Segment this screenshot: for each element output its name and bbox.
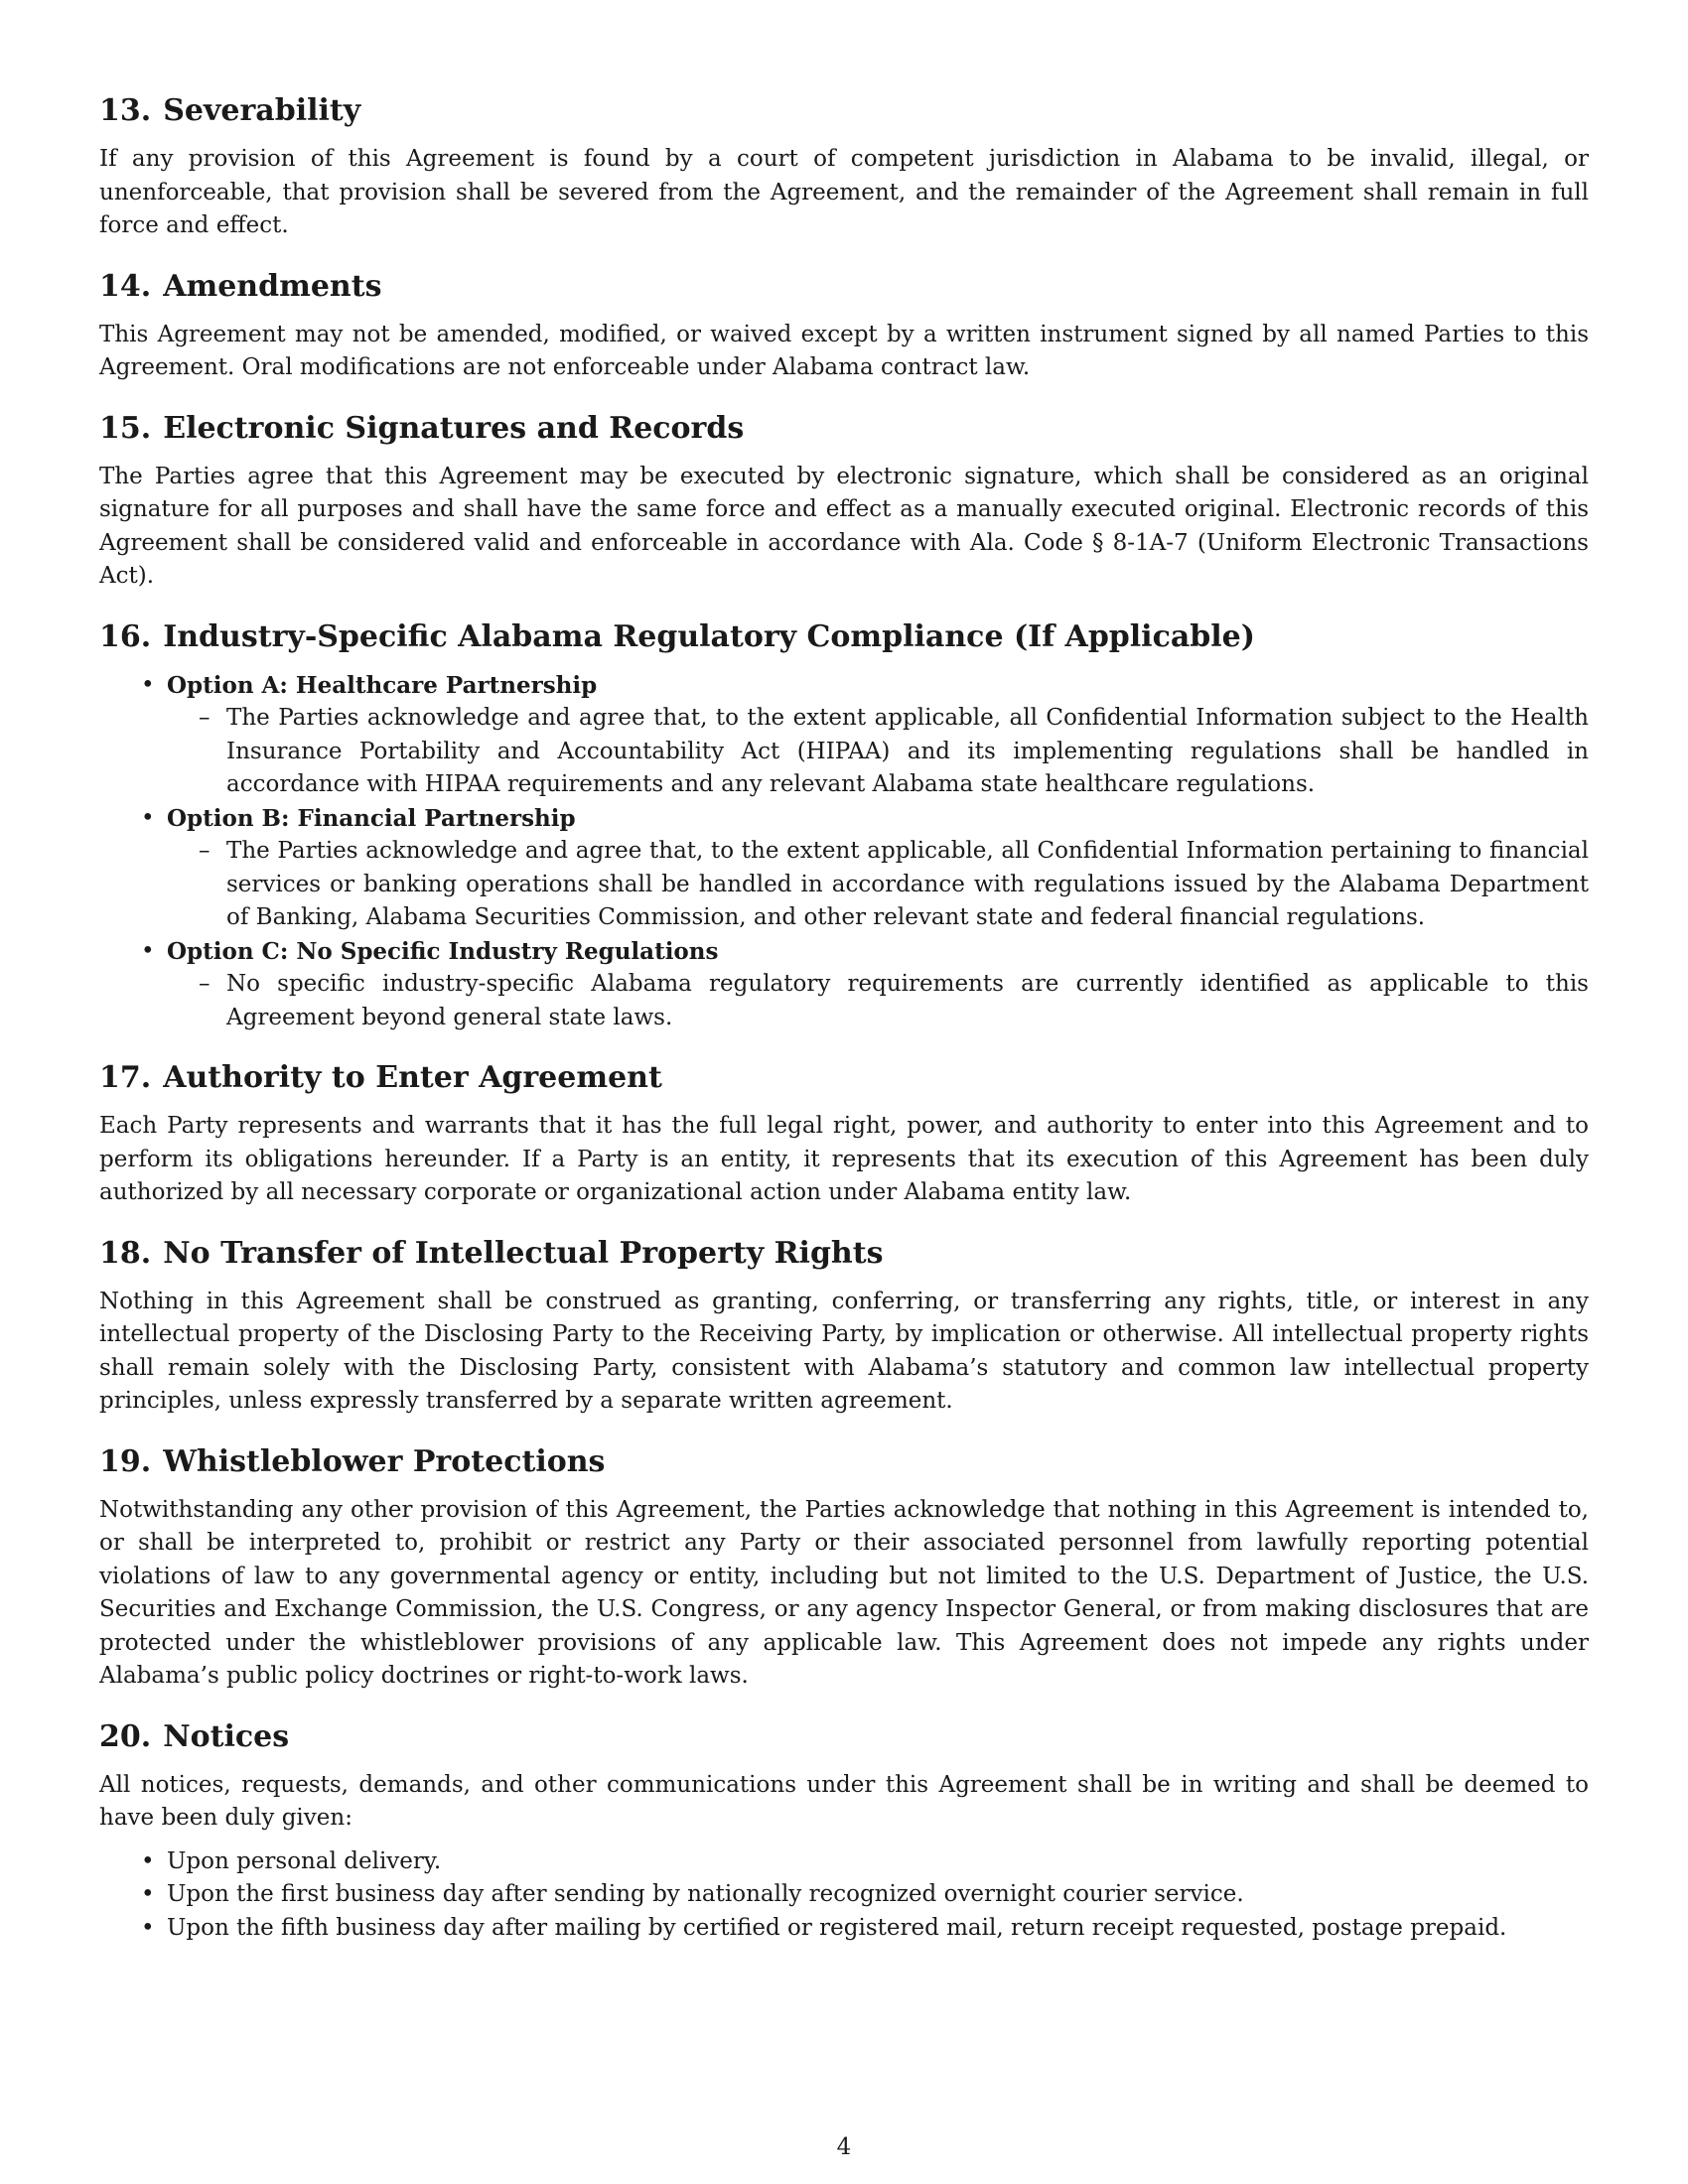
section-number: 15.	[99, 410, 152, 446]
section-electronic-signatures	[99, 409, 1589, 594]
section-title: Severability	[163, 93, 361, 128]
section-heading	[99, 91, 1589, 131]
section-body: The Parties agree that this Agreement may be executed by electronic signature, which shall be considered as an original signature for all purposes and shall have the same force and effect as a manually executed original. Electronic records of this Agreement shall be considered valid and enforceable in accordance with Ala. Code § 8-1A-7 (Uniform Electronic Transactions Act).	[99, 463, 1589, 589]
section-regulatory-compliance	[99, 617, 1589, 1035]
section-title: Industry-Specific Alabama Regulatory Compliance (If Applicable)	[163, 618, 1255, 654]
section-notices	[99, 1717, 1589, 1946]
section-amendments	[99, 267, 1589, 385]
list-item: • Upon the fifth business day after mailing by certified or registered mail, return receipt requested, postage prepaid.	[167, 1912, 1589, 1946]
options-list	[99, 669, 1589, 1035]
section-number: 13.	[99, 93, 152, 128]
section-title: No Transfer of Intellectual Property Rights	[163, 1235, 884, 1271]
section-body: If any provision of this Agreement is found by a court of competent jurisdiction in Alabama to be invalid, illegal, or unenforceable, that provision shall be severed from the Agreement, and the remainder of the Agreement shall remain in full force and effect.	[99, 146, 1589, 238]
section-body: All notices, requests, demands, and other communications under this Agreement shall be in writing and shall be deemed to have been duly given:	[99, 1771, 1589, 1831]
section-whistleblower	[99, 1442, 1589, 1694]
section-number: 19.	[99, 1443, 152, 1479]
option-detail: – The Parties acknowledge and agree that, to the extent applicable, all Confidential Information pertaining to financial services or banking operations shall be handled in accordance with regulations issued by the Alabama Department of Banking, Alabama Securities Commission, and other relevant state and federal financial regulations.	[226, 835, 1589, 935]
option-detail-list	[167, 702, 1589, 802]
option-item	[167, 935, 1589, 1035]
page-number: 4	[836, 2134, 852, 2160]
option-detail: – The Parties acknowledge and agree that, to the extent applicable, all Confidential Information subject to the Health Insurance Portability and Accountability Act (HIPAA) and its implementing regulations shall be handled in accordance with HIPAA requirements and any relevant Alabama state healthcare regulations.	[226, 702, 1589, 802]
section-heading	[99, 409, 1589, 449]
section-body: This Agreement may not be amended, modified, or waived except by a written instrument signed by all named Parties to this Agreement. Oral modifications are not enforceable under Alabama contract law.	[99, 321, 1589, 380]
section-number: 14.	[99, 268, 152, 304]
section-authority	[99, 1058, 1589, 1210]
notice-methods-list	[99, 1845, 1589, 1946]
section-number: 20.	[99, 1718, 152, 1754]
option-title: • Option A: Healthcare Partnership	[167, 671, 598, 699]
section-number: 16.	[99, 618, 152, 654]
list-item: • Upon personal delivery.	[167, 1845, 1589, 1879]
section-heading	[99, 1234, 1589, 1274]
section-heading	[99, 617, 1589, 657]
option-item	[167, 802, 1589, 935]
list-item: • Upon the first business day after sending by nationally recognized overnight courier service.	[167, 1878, 1589, 1912]
section-title: Authority to Enter Agreement	[163, 1060, 662, 1095]
section-heading	[99, 1058, 1589, 1098]
option-detail-list	[167, 968, 1589, 1034]
section-body: Nothing in this Agreement shall be construed as granting, conferring, or transferring any rights, title, or interest in any intellectual property of the Disclosing Party to the Receiving Party, by implication or otherwise. All intellectual property rights shall remain solely with the Disclosing Party, consistent with Alabama’s statutory and common law intellectual property principles, unless expressly transferred by a separate written agreement.	[99, 1288, 1589, 1414]
option-detail-list	[167, 835, 1589, 935]
section-body: Notwithstanding any other provision of this Agreement, the Parties acknowledge that nothing in this Agreement is intended to, or shall be interpreted to, prohibit or restrict any Party or their associated personnel from lawfully reporting potential violations of law to any governmental agency or entity, including but not limited to the U.S. Department of Justice, the U.S. Securities and Exchange Commission, the U.S. Congress, or any agency Inspector General, or from making disclosures that are protected under the whistleblower provisions of any applicable law. This Agreement does not impede any rights under Alabama’s public policy doctrines or right-to-work laws.	[99, 1496, 1589, 1689]
section-intellectual-property	[99, 1234, 1589, 1419]
section-number: 18.	[99, 1235, 152, 1271]
document-page	[99, 91, 1589, 1969]
option-title: • Option B: Financial Partnership	[167, 804, 576, 832]
section-severability	[99, 91, 1589, 243]
section-title: Notices	[163, 1718, 290, 1754]
section-number: 17.	[99, 1060, 152, 1095]
section-body: Each Party represents and warrants that it has the full legal right, power, and authority to enter into this Agreement and to perform its obligations hereunder. If a Party is an entity, it represents that its execution of this Agreement has been duly authorized by all necessary corporate or organizational action under Alabama entity law.	[99, 1113, 1589, 1205]
option-item	[167, 669, 1589, 802]
section-title: Electronic Signatures and Records	[163, 410, 745, 446]
section-heading	[99, 1717, 1589, 1757]
section-title: Whistleblower Protections	[163, 1443, 606, 1479]
option-detail: – No specific industry-specific Alabama regulatory requirements are currently identified as applicable to this Agreement beyond general state laws.	[226, 968, 1589, 1034]
section-heading	[99, 267, 1589, 307]
section-title: Amendments	[163, 268, 382, 304]
section-heading	[99, 1442, 1589, 1482]
option-title: • Option C: No Specific Industry Regulations	[167, 937, 719, 965]
